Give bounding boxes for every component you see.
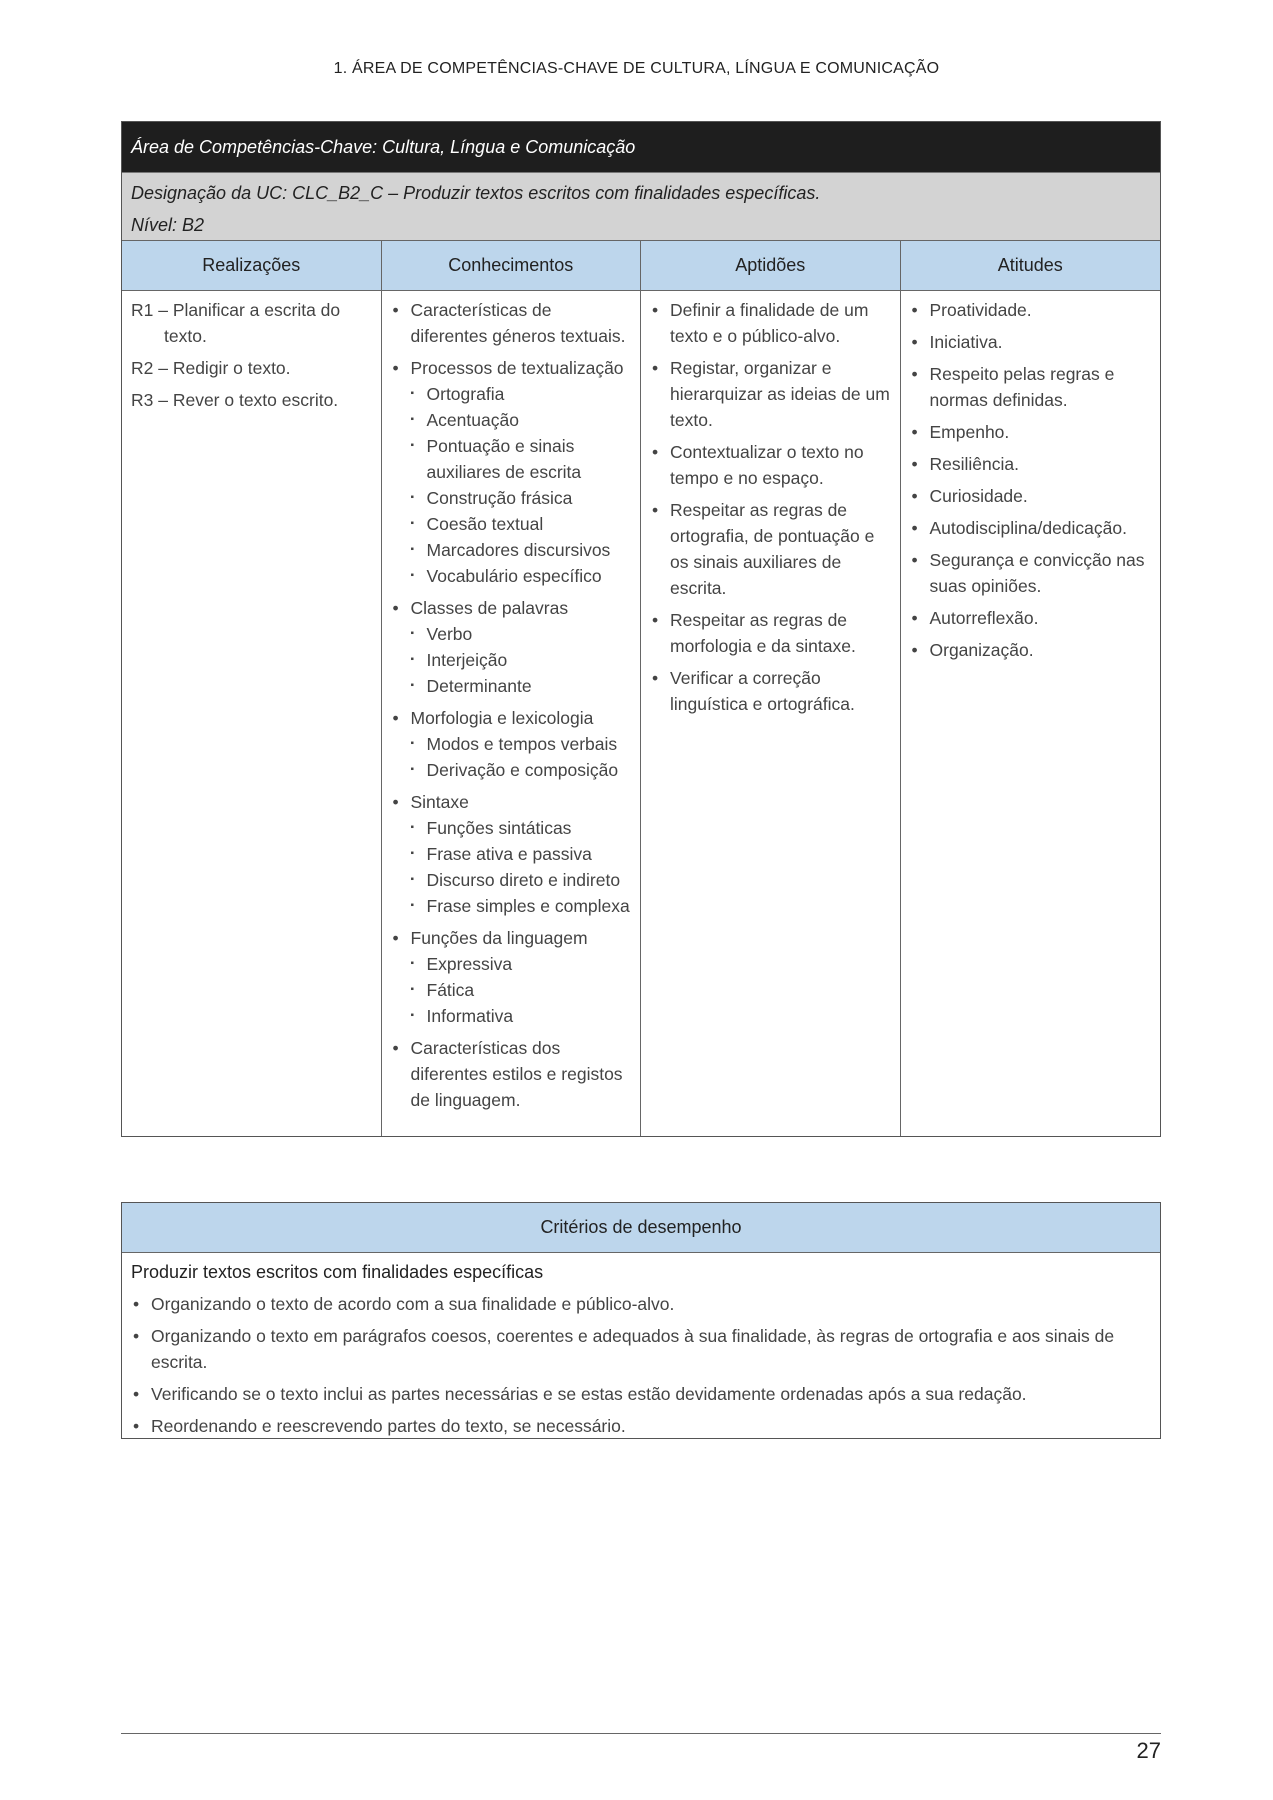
criterio-item: • Organizando o texto de acordo com a sua finalidade e público-alvo. xyxy=(131,1291,1151,1317)
conhecimento-subitem: ▪ Determinante xyxy=(391,673,633,699)
atitude-item: • Empenho. xyxy=(910,419,1153,445)
conhecimento-item xyxy=(391,297,633,349)
atitude-item: • Resiliência. xyxy=(910,451,1153,477)
conhecimento-subitem: ▪ Discurso direto e indireto xyxy=(391,867,633,893)
conhecimento-subitem: ▪ Acentuação xyxy=(391,407,633,433)
conhecimento-subitem: ▪ Interjeição xyxy=(391,647,633,673)
conhecimento-subitem: ▪ Pontuação e sinais auxiliares de escrita xyxy=(391,433,633,485)
conhecimento-subitem: ▪ Informativa xyxy=(391,1003,633,1029)
running-header: 1. ÁREA DE COMPETÊNCIAS-CHAVE DE CULTURA, LÍNGUA E COMUNICAÇÃO xyxy=(333,60,940,77)
conhecimento-label: • Sintaxe xyxy=(410,792,469,812)
atitude-item: • Iniciativa. xyxy=(910,329,1153,355)
header-atitudes: Atitudes xyxy=(997,255,1063,275)
realizacoes-cell xyxy=(122,291,382,1136)
conhecimento-subitem: ▪ Vocabulário específico xyxy=(391,563,633,589)
criterios-subtitle: Produzir textos escritos com finalidades específicas xyxy=(131,1262,544,1282)
criterios-list xyxy=(122,1291,1160,1439)
conhecimento-item xyxy=(391,789,633,919)
conhecimento-label: • Processos de textualização xyxy=(410,358,624,378)
conhecimento-subitem: ▪ Verbo xyxy=(391,621,633,647)
conhecimento-subitem: ▪ Expressiva xyxy=(391,951,633,977)
realizacao-item: R1 – Planificar a escrita do texto. xyxy=(131,300,341,346)
atitudes-cell xyxy=(901,291,1161,1136)
conhecimento-subitem: ▪ Frase ativa e passiva xyxy=(391,841,633,867)
aptidoes-cell xyxy=(641,291,901,1136)
conhecimento-label: • Classes de palavras xyxy=(410,598,569,618)
conhecimento-subitem: ▪ Coesão textual xyxy=(391,511,633,537)
conhecimento-subitem: ▪ Ortografia xyxy=(391,381,633,407)
header-conhecimentos: Conhecimentos xyxy=(382,241,642,290)
uc-table xyxy=(121,121,1161,1137)
atitude-item: • Organização. xyxy=(910,637,1153,663)
realizacao-item: R3 – Rever o texto escrito. xyxy=(131,390,339,410)
aptidao-item: • Registar, organizar e hierarquizar as ideias de um texto. xyxy=(650,355,892,433)
conhecimento-subitem: ▪ Marcadores discursivos xyxy=(391,537,633,563)
header-aptidoes: Aptidões xyxy=(641,241,901,290)
column-headers xyxy=(122,240,1160,291)
conhecimento-subitem: ▪ Modos e tempos verbais xyxy=(391,731,633,757)
conhecimento-subitem: ▪ Construção frásica xyxy=(391,485,633,511)
uc-designation-block xyxy=(122,172,1160,240)
atitude-item: • Curiosidade. xyxy=(910,483,1153,509)
atitude-item: • Proatividade. xyxy=(910,297,1153,323)
aptidao-item: • Respeitar as regras de morfologia e da sintaxe. xyxy=(650,607,892,659)
aptidao-item: • Respeitar as regras de ortografia, de pontuação e os sinais auxiliares de escrita. xyxy=(650,497,892,601)
conhecimento-subitem: ▪ Frase simples e complexa xyxy=(391,893,633,919)
atitude-item: • Autorreflexão. xyxy=(910,605,1153,631)
conhecimento-item xyxy=(391,355,633,589)
conhecimento-label: • Características dos diferentes estilos e registos de linguagem. xyxy=(410,1038,623,1110)
page-number: 27 xyxy=(1136,1738,1161,1763)
conhecimento-subitem: ▪ Fática xyxy=(391,977,633,1003)
conhecimentos-cell xyxy=(382,291,642,1136)
conhecimento-label: • Morfologia e lexicologia xyxy=(410,708,594,728)
uc-designation: Designação da UC: CLC_B2_C – Produzir textos escritos com finalidades específicas. xyxy=(131,183,821,203)
aptidao-item: • Verificar a correção linguística e ortográfica. xyxy=(650,665,892,717)
conhecimento-item xyxy=(391,595,633,699)
header-realizacoes: Realizações xyxy=(122,241,382,290)
conhecimento-item xyxy=(391,925,633,1029)
conhecimento-subitem: ▪ Funções sintáticas xyxy=(391,815,633,841)
aptidao-item: • Contextualizar o texto no tempo e no espaço. xyxy=(650,439,892,491)
conhecimento-item xyxy=(391,705,633,783)
conhecimento-label: • Funções da linguagem xyxy=(410,928,588,948)
area-title: Área de Competências-Chave: Cultura, Língua e Comunicação xyxy=(122,122,1160,172)
conhecimento-label: • Características de diferentes géneros textuais. xyxy=(410,300,626,346)
atitude-item: • Respeito pelas regras e normas definidas. xyxy=(910,361,1153,413)
criterios-header: Critérios de desempenho xyxy=(122,1203,1160,1253)
criterio-item: • Reordenando e reescrevendo partes do texto, se necessário. xyxy=(131,1413,1151,1439)
table-body xyxy=(122,291,1160,1136)
criterio-item: • Organizando o texto em parágrafos coesos, coerentes e adequados à sua finalidade, às regras de ortografia e aos sinais de escrita. xyxy=(131,1323,1151,1375)
realizacao-item: R2 – Redigir o texto. xyxy=(131,358,291,378)
atitude-item: • Autodisciplina/dedicação. xyxy=(910,515,1153,541)
atitude-item: • Segurança e convicção nas suas opiniões. xyxy=(910,547,1153,599)
conhecimento-subitem: ▪ Derivação e composição xyxy=(391,757,633,783)
uc-level: Nível: B2 xyxy=(131,215,205,235)
conhecimento-item xyxy=(391,1035,633,1113)
criterio-item: • Verificando se o texto inclui as partes necessárias e se estas estão devidamente ordenadas após a sua redação. xyxy=(131,1381,1151,1407)
criterios-table xyxy=(121,1202,1161,1439)
aptidao-item: • Definir a finalidade de um texto e o público-alvo. xyxy=(650,297,892,349)
footer-rule xyxy=(121,1733,1161,1734)
